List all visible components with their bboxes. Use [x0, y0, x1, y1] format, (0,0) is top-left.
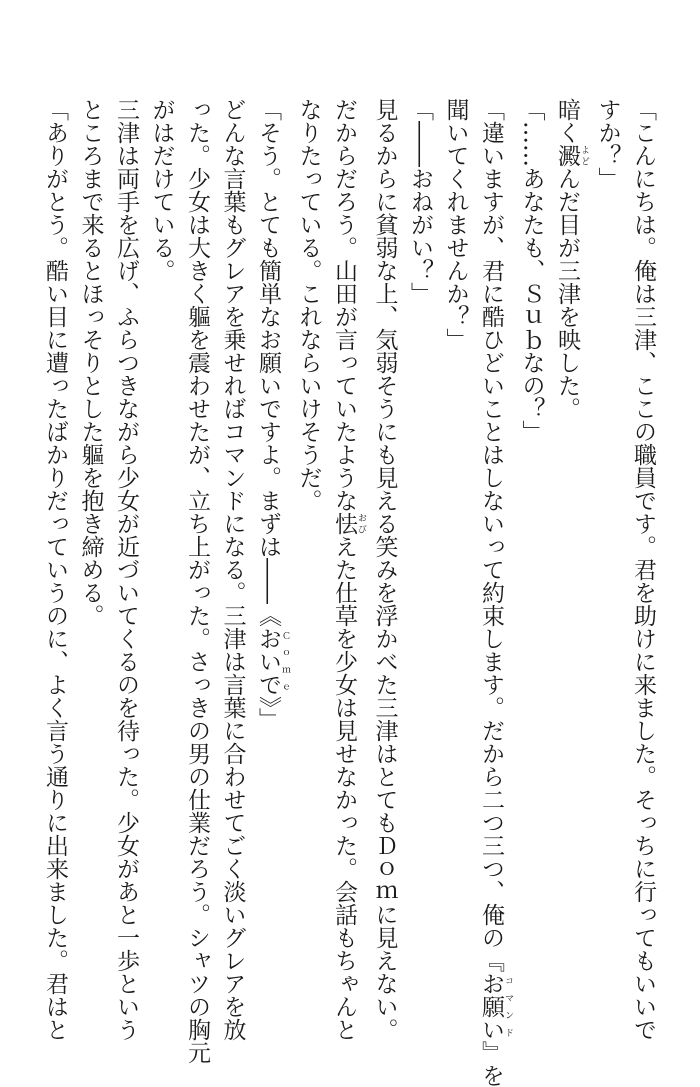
text-line-15: 三津は両手を広げ、ふらつきながら少女が近づいてくるのを待った。少女があと一歩という	[113, 98, 139, 1041]
text-line-4: 「……あなたも、Ｓｕｂなの？」	[518, 98, 545, 443]
furigana-yodo: 澱 よど	[554, 144, 589, 167]
furigana-reading: おび	[356, 512, 366, 535]
text-line-5: 「違いますが、君に酷ひどいことはしないって約束します。だから二つ三つ、俺の『お願い コマンド』を	[478, 98, 513, 1087]
text-line-10: なりたっている。これならいけそうだ。	[295, 98, 322, 512]
novel-page	[30, 98, 660, 1087]
text-line-12: どんな言葉もグレアを乗せればコマンドになる。三津は言葉に合わせてごく淡いグレアを放	[219, 98, 246, 1041]
text-line-8: 見るからに貧弱な上、気弱そうにも見える笑みを浮かべた三津はとてもＤｏｍに見えない。	[371, 98, 398, 1041]
furigana-reading: コマンド	[503, 972, 513, 1041]
text-line-6: 聞いてくれませんか？」	[442, 98, 469, 351]
furigana-command: お願い コマンド	[478, 972, 513, 1041]
text-line-16: ところまで来るとほっそりとした軀を抱き締める。	[77, 98, 104, 627]
furigana-reading: Ｃｏｍｅ	[280, 627, 290, 696]
furigana-come: おいで Ｃｏｍｅ	[255, 627, 290, 696]
text-line-1: 「こんにちは。俺は三津、ここの職員です。君を助けに来ました。そっちに行ってもいいで	[630, 98, 656, 1041]
text-line-3: 暗く澱 よどんだ目が三津を映した。	[554, 98, 589, 420]
text-line-17: 「ありがとう。酷い目に遭ったばかりだっていうのに、よく言う通りに出来ました。君はと	[42, 98, 68, 1041]
text-line-11: 「そう。とても簡単なお願いですよ。まずは――《おいで Ｃｏｍｅ》」	[255, 98, 290, 731]
text-line-2: すか？」	[594, 98, 621, 190]
text-line-13: った。少女は大きく軀を震わせたが、立ち上がった。さっきの男の仕業だろう。シャツの胸元	[184, 98, 210, 1064]
furigana-obi: 怯 おび	[331, 512, 366, 535]
text-line-14: がはだけている。	[148, 98, 175, 282]
text-line-9: だからだろう。山田が言っていたような怯 おびえた仕草を少女は見せなかった。会話もちゃんと	[331, 98, 366, 1041]
furigana-reading: よど	[579, 144, 589, 167]
text-line-7: 「――おねがい？」	[407, 98, 433, 305]
